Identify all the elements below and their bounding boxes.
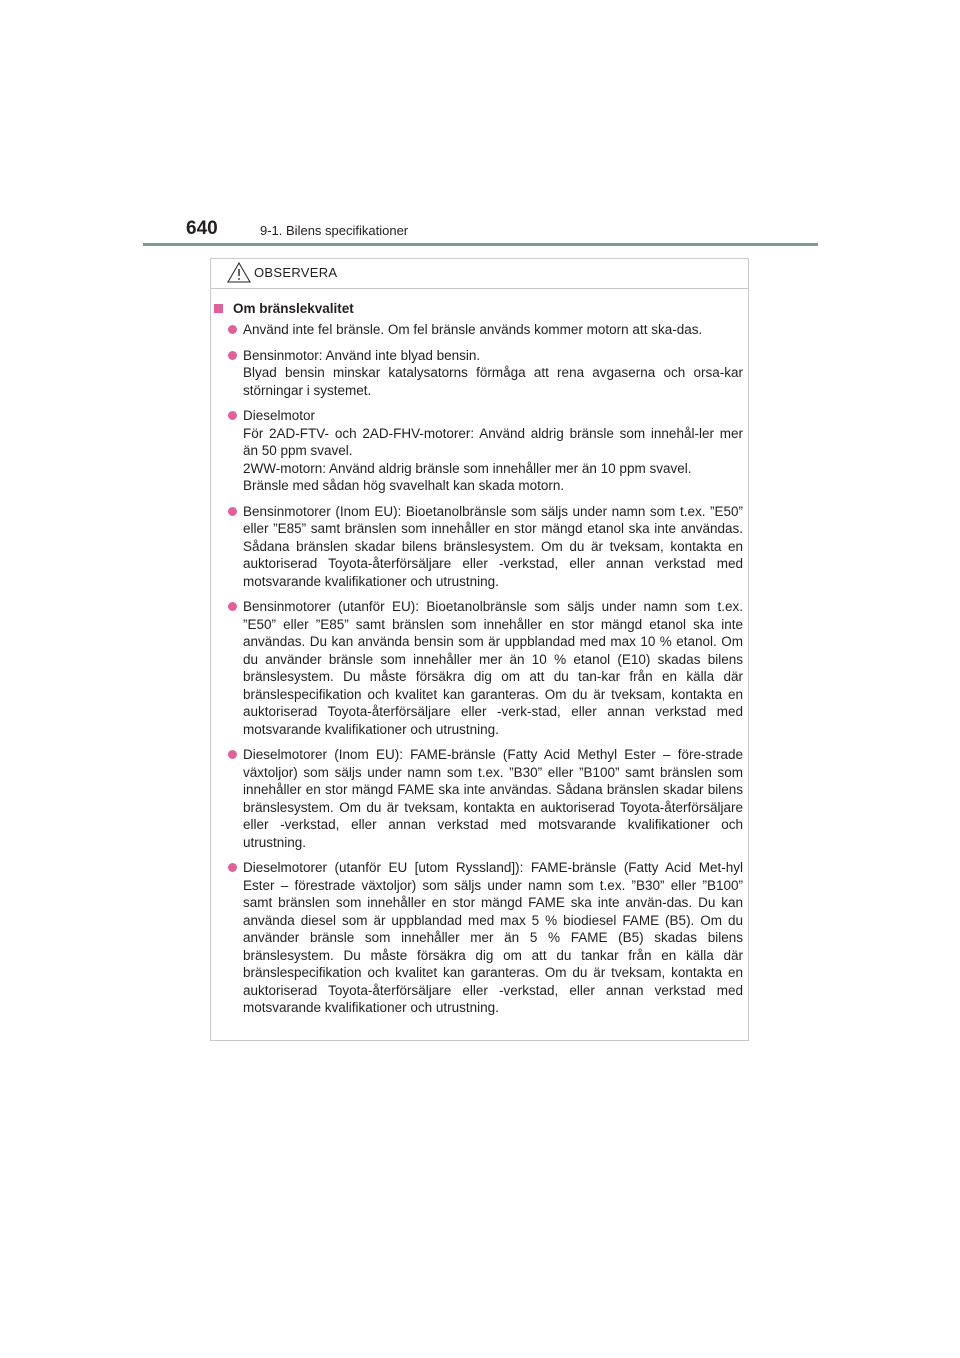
bullet-list	[211, 321, 748, 1017]
round-bullet-icon	[228, 750, 237, 759]
round-bullet-icon	[228, 863, 237, 872]
notice-title: OBSERVERA	[254, 265, 338, 280]
bullet-item	[227, 746, 743, 851]
bullet-item	[227, 598, 743, 738]
square-bullet-icon	[214, 304, 223, 313]
notice-box	[210, 258, 749, 1041]
bullet-text: Använd inte fel bränsle. Om fel bränsle används kommer motorn att ska-das.	[243, 322, 703, 337]
bullet-text: Bensinmotorer (Inom EU): Bioetanolbränsle som säljs under namn som t.ex. ”E50” eller ”E85” samt bränslen som innehåller en stor mängd etanol ska inte användas. Sådana bränslen skadar bilens bränslesystem. Om du är tveksam, kontakta en auktoriserad Toyota-återförsäljare eller -verkstad, eller annan verkstad med motsvarande kvalifikationer och utrustning.	[243, 503, 743, 589]
warning-triangle-icon	[227, 262, 251, 283]
bullet-text: Bränsle med sådan hög svavelhalt kan skada motorn.	[243, 478, 565, 493]
bullet-text: 2WW-motorn: Använd aldrig bränsle som innehåller mer än 10 ppm svavel.	[243, 460, 692, 476]
round-bullet-icon	[228, 411, 237, 420]
round-bullet-icon	[228, 507, 237, 516]
round-bullet-icon	[228, 351, 237, 360]
notice-body	[211, 300, 748, 1017]
section-title: 9-1. Bilens specifikationer	[260, 223, 409, 238]
bullet-item	[227, 407, 743, 495]
bullet-item	[227, 859, 743, 1017]
bullet-text: Dieselmotorer (Inom EU): FAME-bränsle (Fatty Acid Methyl Ester – före-strade växtoljor) som säljs under namn som t.ex. ”B30” eller ”B100” samt bränslen som innehåller en stor mängd FAME ska inte användas. Sådana bränslen skadar bilens bränslesystem. Om du är tveksam, kontakta en auktoriserad Toyota-återförsäljare eller -verkstad, eller annan verkstad med motsvarande kvalifikationer och utrustning.	[243, 747, 743, 850]
bullet-text: Bensinmotorer (utanför EU): Bioetanolbränsle som säljs under namn som t.ex. ”E50” eller ”E85” samt bränslen som innehåller en stor mängd etanol ska inte användas. Du kan använda bensin som är uppblandad med max 10 % etanol. Om du använder bränsle som innehåller mer än 10 % etanol (E10) skadas bilens bränslesystem. Du måste försäkra dig om att du tan-kar från en källa där bränslespecifikation och kvalitet kan garanteras. Om du är tveksam, kontakta en auktoriserad Toyota-återförsäljare eller -verk-stad, eller annan verkstad med motsvarande kvalifikationer och utrustning.	[243, 599, 743, 737]
bullet-item	[227, 503, 743, 591]
subheading	[212, 300, 748, 317]
notice-header	[211, 259, 748, 289]
bullet-text: Dieselmotor	[243, 408, 316, 423]
bullet-text: För 2AD-FTV- och 2AD-FHV-motorer: Använd aldrig bränsle som innehål-ler mer än 50 ppm svavel.	[243, 425, 743, 458]
round-bullet-icon	[228, 325, 237, 334]
header-rule	[143, 243, 818, 246]
bullet-text: Dieselmotorer (utanför EU [utom Ryssland]): FAME-bränsle (Fatty Acid Met-hyl Ester – förestrade växtoljor) som säljs under namn som t.ex. ”B30” eller ”B100” samt bränslen som innehåller en stor mängd FAME ska inte använ-das. Du kan använda diesel som är uppblandad med max 5 % biodiesel FAME (B5). Om du använder bränsle som innehåller mer än 5 % FAME (B5) skadas bilens bränslesystem. Du måste försäkra dig om att du tankar från en källa där bränslespecifikation och kvalitet kan garanteras. Om du är tveksam, kontakta en auktoriserad Toyota-återförsäljare eller -verkstad, eller annan verkstad med motsvarande kvalifikationer och utrustning.	[243, 860, 743, 1015]
page-number: 640	[186, 218, 218, 239]
bullet-text: Blyad bensin minskar katalysatorns förmåga att rena avgaserna och orsa-kar störningar i systemet.	[243, 365, 743, 398]
round-bullet-icon	[228, 602, 237, 611]
bullet-item	[227, 347, 743, 400]
bullet-item	[227, 321, 743, 339]
bullet-text: Bensinmotor: Använd inte blyad bensin.	[243, 347, 481, 363]
subheading-text: Om bränslekvalitet	[233, 301, 354, 316]
